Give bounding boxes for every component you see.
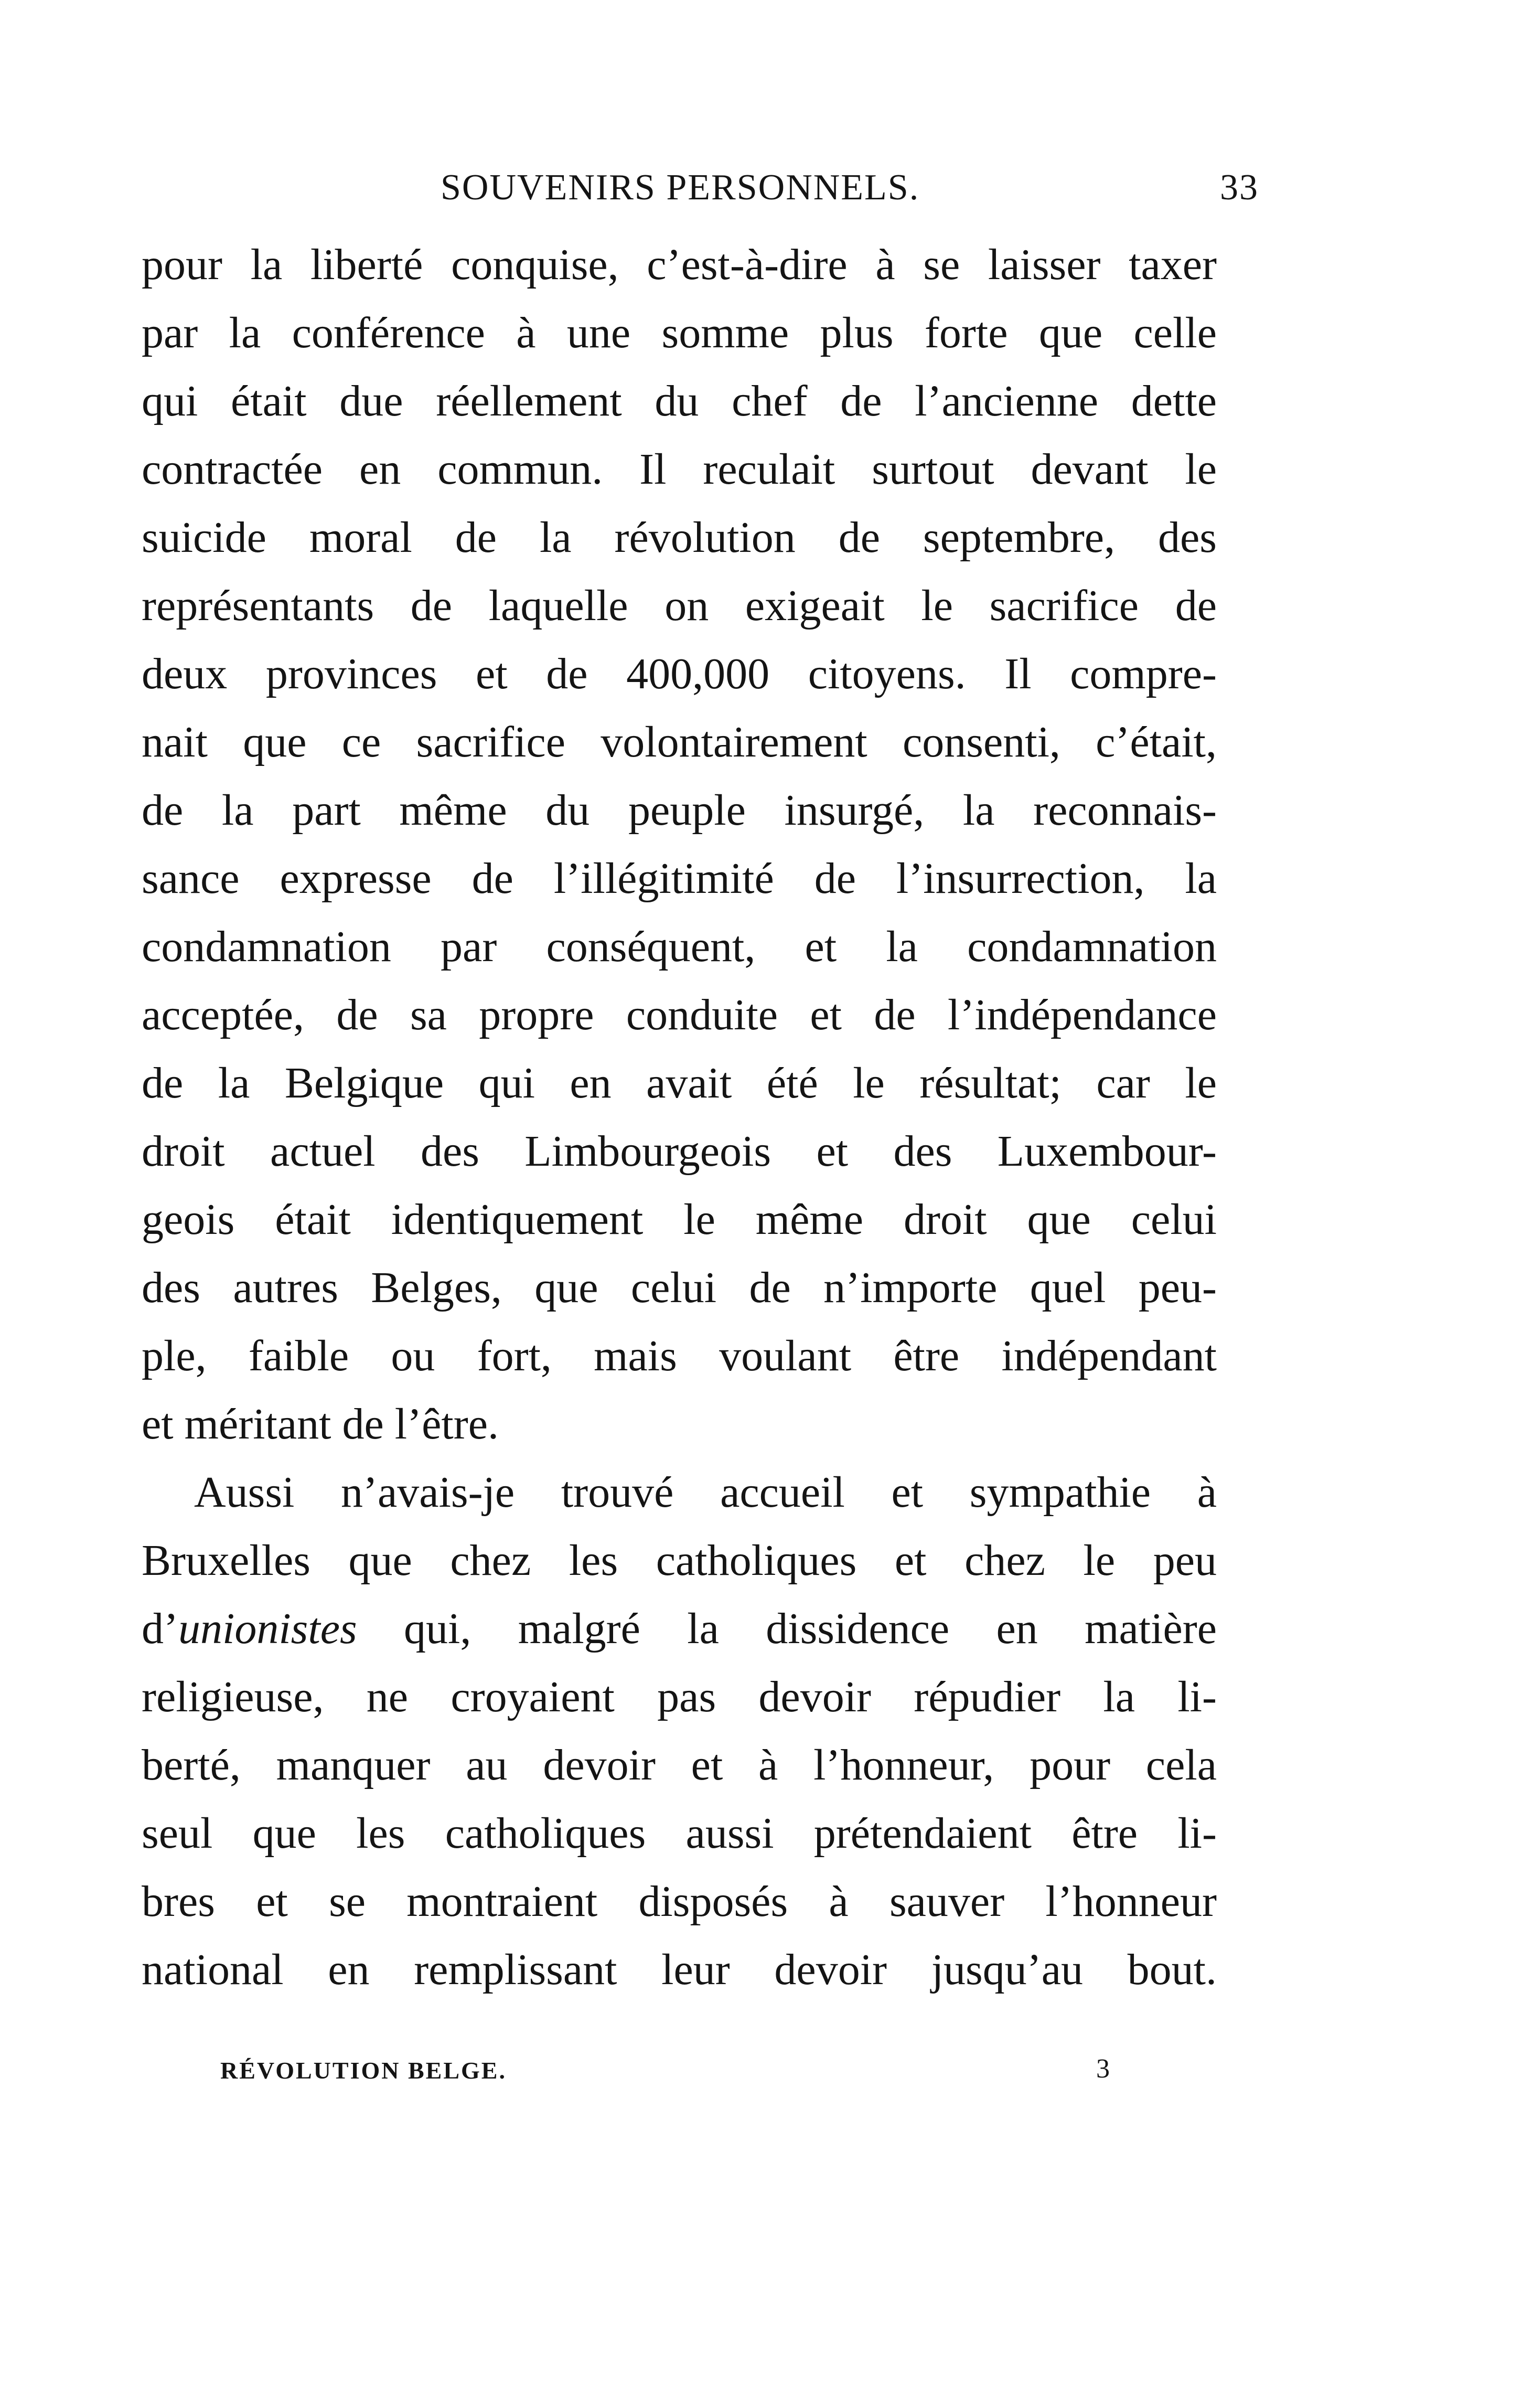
text-line: religieuse, ne croyaient pas devoir répudier la li- bbox=[142, 1672, 1217, 1721]
text-line: Aussi n’avais-je trouvé accueil et sympathie à bbox=[194, 1468, 1217, 1517]
text-line: seul que les catholiques aussi prétendaient être li- bbox=[142, 1809, 1217, 1858]
text-segment: qui, malgré la dissidence en matière bbox=[357, 1604, 1217, 1653]
text-line: nait que ce sacrifice volontairement consenti, c’était, bbox=[142, 718, 1217, 766]
text-line: berté, manquer au devoir et à l’honneur, pour cela bbox=[142, 1741, 1217, 1789]
text-line: pour la liberté conquise, c’est-à-dire à se laisser taxer bbox=[142, 240, 1217, 289]
text-line: deux provinces et de 400,000 citoyens. Il compre- bbox=[142, 649, 1217, 698]
text-line: droit actuel des Limbourgeois et des Luxembour- bbox=[142, 1127, 1217, 1176]
signature-line bbox=[220, 2054, 1217, 2093]
text-line: bres et se montraient disposés à sauver l’honneur bbox=[142, 1877, 1217, 1926]
page-number: 33 bbox=[1220, 167, 1259, 208]
paragraph-1 bbox=[142, 231, 1217, 1458]
signature-label: RÉVOLUTION BELGE. bbox=[220, 2057, 507, 2084]
signature-mark: 3 bbox=[1096, 2054, 1111, 2084]
text-line: des autres Belges, que celui de n’importe quel peu- bbox=[142, 1263, 1217, 1312]
text-line: sance expresse de l’illégitimité de l’insurrection, la bbox=[142, 854, 1217, 903]
text-line: de la part même du peuple insurgé, la reconnais- bbox=[142, 786, 1217, 835]
text-line: acceptée, de sa propre conduite et de l’indépendance bbox=[142, 990, 1217, 1039]
italic-term: unionistes bbox=[178, 1604, 357, 1653]
text-line: contractée en commun. Il reculait surtout devant le bbox=[142, 445, 1217, 494]
text-line: représentants de laquelle on exigeait le sacrifice de bbox=[142, 581, 1217, 630]
text-line: condamnation par conséquent, et la condamnation bbox=[142, 922, 1217, 971]
text-line: qui était due réellement du chef de l’ancienne dette bbox=[142, 377, 1217, 425]
text-line: suicide moral de la révolution de septembre, des bbox=[142, 513, 1217, 562]
text-line: de la Belgique qui en avait été le résultat; car le bbox=[142, 1059, 1217, 1107]
text-line: geois était identiquement le même droit que celui bbox=[142, 1195, 1217, 1244]
running-title: SOUVENIRS PERSONNELS. bbox=[441, 167, 920, 208]
text-line: par la conférence à une somme plus forte que celle bbox=[142, 308, 1217, 357]
body-text bbox=[142, 231, 1217, 2004]
paragraph-2 bbox=[142, 1458, 1217, 2004]
running-head bbox=[142, 167, 1259, 214]
text-segment: d’ bbox=[142, 1604, 178, 1653]
text-line: ple, faible ou fort, mais voulant être indépendant bbox=[142, 1331, 1217, 1380]
text-line bbox=[142, 1595, 1217, 1663]
text-line: national en remplissant leur devoir jusqu’au bout. bbox=[142, 1945, 1217, 1994]
text-line: Bruxelles que chez les catholiques et chez le peu bbox=[142, 1536, 1217, 1585]
text-line: et méritant de l’être. bbox=[142, 1400, 499, 1448]
